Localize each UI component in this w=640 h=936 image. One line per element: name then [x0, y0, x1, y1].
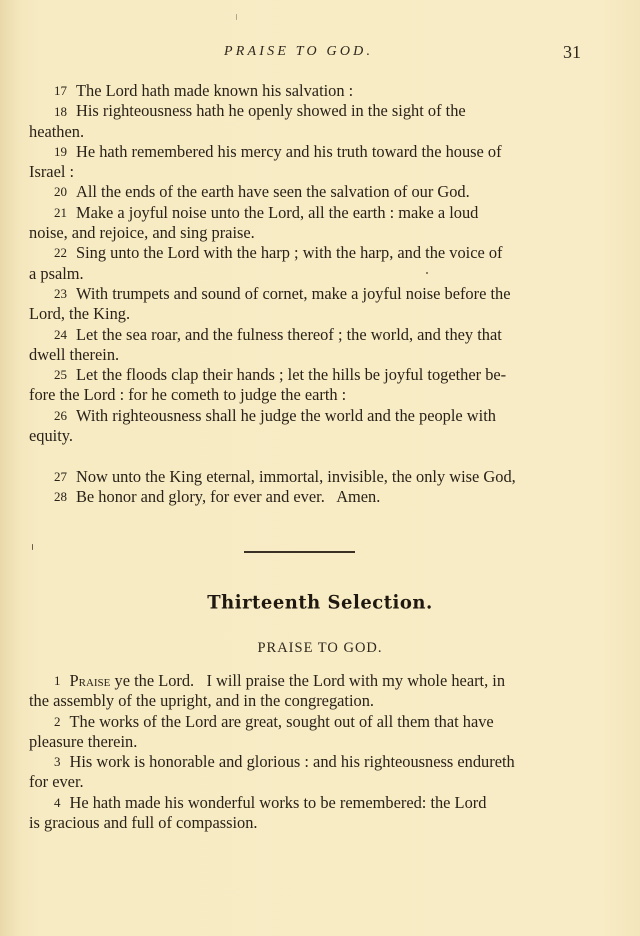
running-title: PRAISE TO GOD.	[224, 44, 374, 59]
verse-line: the assembly of the upright, and in the congregation.	[29, 691, 375, 711]
section-divider	[244, 551, 355, 553]
verse-line: 24 Let the sea roar, and the fulness thereof ; the world, and they that	[54, 324, 502, 344]
verse-line: 23 With trumpets and sound of cornet, make a joyful noise before the	[54, 283, 511, 303]
paper-speck	[426, 272, 428, 274]
verse-line: 2 The works of the Lord are great, sought out of all them that have	[54, 711, 494, 731]
selection-title: Thirteenth Selection.	[207, 591, 433, 614]
verse-line: dwell therein.	[29, 344, 120, 364]
page-number: 31	[563, 42, 581, 62]
verse-line: Lord, the King.	[29, 304, 131, 324]
verse-line: 17 The Lord hath made known his salvation :	[54, 81, 354, 100]
verse-line: 20 All the ends of the earth have seen the salvation of our God.	[54, 182, 470, 202]
verse-line: is gracious and full of compassion.	[29, 813, 258, 833]
verses-bottom	[29, 671, 581, 833]
verse-line: for ever.	[29, 772, 84, 792]
verse-line: 21 Make a joyful noise unto the Lord, all the earth : make a loud	[54, 202, 479, 222]
verse-line: 1 Praise ye the Lord. I will praise the Lord with my whole heart, in	[54, 671, 506, 690]
verse-line: 25 Let the floods clap their hands ; let the hills be joyful together be-	[54, 365, 507, 385]
verse-line: heathen.	[29, 121, 85, 141]
verse-line: pleasure therein.	[29, 731, 138, 751]
verse-line: Israel :	[29, 162, 75, 182]
verse-line: a psalm.	[29, 263, 84, 283]
paper-speck	[32, 544, 33, 550]
verse-line: 27 Now unto the King eternal, immortal, invisible, the only wise God,	[54, 467, 516, 486]
running-head	[0, 44, 640, 68]
verse-line: noise, and rejoice, and sing praise.	[29, 223, 255, 243]
verse-line: equity.	[29, 426, 74, 446]
verse-line: 26 With righteousness shall he judge the world and the people with	[54, 405, 496, 425]
verse-line: 18 His righteousness hath he openly showed in the sight of the	[54, 101, 466, 121]
verse-line: 19 He hath remembered his mercy and his truth toward the house of	[54, 141, 502, 161]
paper-speck	[236, 14, 237, 20]
verse-line: 22 Sing unto the Lord with the harp ; with the harp, and the voice of	[54, 243, 503, 263]
verse-line: fore the Lord : for he cometh to judge the earth :	[29, 385, 347, 405]
verses-top	[29, 81, 581, 446]
doxology	[29, 467, 581, 508]
verse-line: 3 His work is honorable and glorious : and his righteousness endureth	[54, 752, 515, 772]
selection-subtitle: PRAISE TO GOD.	[257, 640, 383, 656]
verse-line: 28 Be honor and glory, for ever and ever. Amen.	[54, 487, 381, 507]
verse-line: 4 He hath made his wonderful works to be remembered: the Lord	[54, 792, 487, 812]
